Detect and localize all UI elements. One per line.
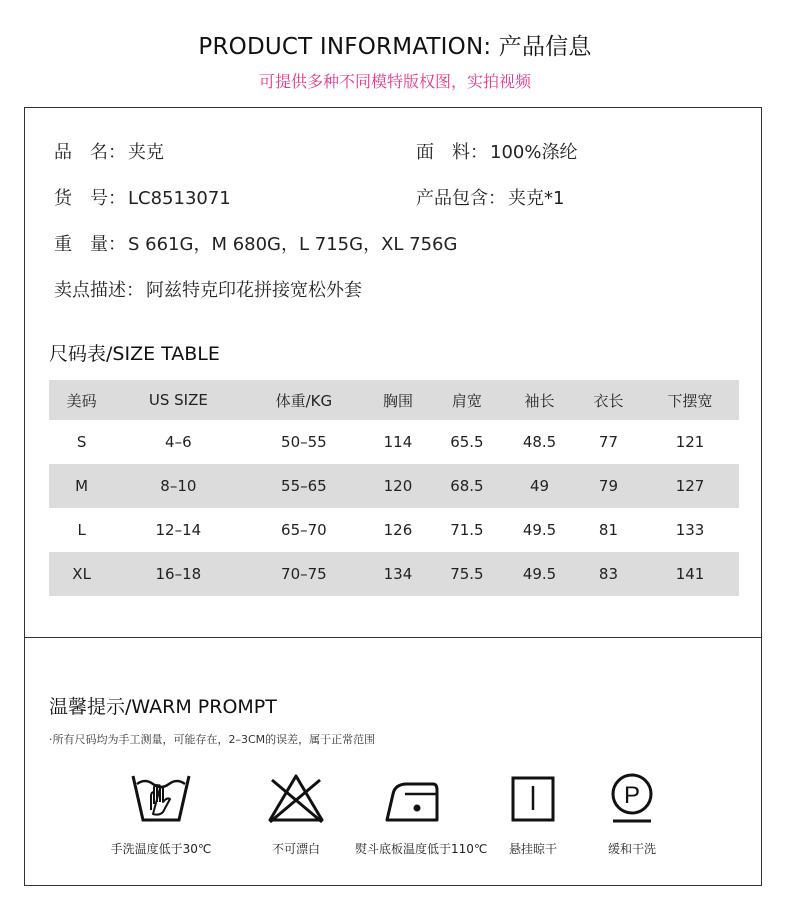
column-header: 体重/KG <box>275 391 333 410</box>
hand-wash-icon <box>129 770 193 826</box>
care-item-hand-wash <box>101 770 221 857</box>
column-header: 衣长 <box>593 391 624 410</box>
table-cell: 114 <box>383 433 413 451</box>
table-cell: 133 <box>675 521 705 539</box>
column-header: 胸围 <box>382 391 413 410</box>
table-row <box>49 508 739 552</box>
table-cell: 49 <box>529 477 550 495</box>
table-cell: 55–65 <box>281 477 327 495</box>
info-includes <box>416 184 564 210</box>
iron-icon <box>383 770 447 826</box>
info-weight-label: 重 量： <box>54 234 126 255</box>
table-cell: 134 <box>383 565 413 583</box>
table-cell: 4–6 <box>165 433 192 451</box>
gentle-dry-clean-icon <box>600 770 664 826</box>
info-name <box>54 138 164 164</box>
table-cell: 77 <box>598 433 618 451</box>
care-label-iron: 熨斗底板温度低于110℃ <box>355 842 488 856</box>
info-weight <box>54 230 457 256</box>
info-description-label: 卖点描述： <box>54 280 144 301</box>
table-cell: 83 <box>598 565 618 583</box>
info-fabric <box>416 138 577 164</box>
info-weight-value: S 661G，M 680G，L 715G，XL 756G <box>128 234 458 255</box>
section-divider <box>24 637 762 638</box>
table-cell: 75.5 <box>450 565 484 583</box>
column-header: 美码 <box>66 391 97 410</box>
info-includes-label: 产品包含： <box>416 188 506 209</box>
care-item-iron <box>355 770 488 857</box>
table-cell: 79 <box>598 477 618 495</box>
column-header: US SIZE <box>148 391 208 409</box>
table-cell: XL <box>72 565 91 583</box>
table-row <box>49 552 739 596</box>
table-cell: 8–10 <box>160 477 197 495</box>
table-cell: 121 <box>675 433 705 451</box>
care-label-hang-dry: 悬挂晾干 <box>508 842 557 856</box>
table-cell: 127 <box>675 477 705 495</box>
info-sku-label: 货 号： <box>54 188 126 209</box>
table-cell: 70–75 <box>281 565 327 583</box>
info-description <box>54 276 362 302</box>
care-label-hand-wash: 手洗温度低于30℃ <box>110 842 212 856</box>
info-fabric-value: 100%涤纶 <box>490 142 578 163</box>
table-cell: 120 <box>383 477 413 495</box>
table-cell: 65.5 <box>450 433 484 451</box>
info-name-value: 夹克 <box>128 142 164 163</box>
column-header: 下摆宽 <box>667 391 713 410</box>
table-cell: 49.5 <box>522 521 557 539</box>
table-cell: 68.5 <box>450 477 484 495</box>
table-cell: 12–14 <box>155 521 202 539</box>
size-table <box>49 380 739 596</box>
care-label-gentle-dry-clean: 缓和干洗 <box>607 842 656 856</box>
measurement-note: ·所有尺码均为手工测量，可能存在，2–3CM的误差，属于正常范围 <box>49 733 376 746</box>
care-item-no-bleach <box>236 770 356 857</box>
size-table-heading: 尺码表/SIZE TABLE <box>49 343 220 365</box>
table-cell: 50–55 <box>281 433 327 451</box>
warm-prompt-heading: 温馨提示/WARM PROMPT <box>49 696 277 718</box>
info-description-value: 阿兹特克印花拼接宽松外套 <box>146 280 362 301</box>
table-row <box>49 420 739 464</box>
table-cell: 141 <box>675 565 705 583</box>
page-subtitle: 可提供多种不同模特版权图，实拍视频 <box>258 72 531 91</box>
table-cell: 48.5 <box>522 433 557 451</box>
table-cell: 65–70 <box>281 521 327 539</box>
info-sku-value: LC8513071 <box>128 188 231 209</box>
size-table-header-row <box>49 380 739 420</box>
page-title: PRODUCT INFORMATION: 产品信息 <box>198 34 592 60</box>
table-cell: 71.5 <box>450 521 484 539</box>
info-includes-value: 夹克*1 <box>508 188 565 209</box>
care-label-no-bleach: 不可漂白 <box>271 842 320 856</box>
table-cell: 49.5 <box>522 565 557 583</box>
column-header: 袖长 <box>524 391 555 410</box>
info-sku <box>54 184 231 210</box>
no-bleach-icon <box>264 770 328 826</box>
care-item-gentle-dry-clean <box>572 770 692 857</box>
table-cell: L <box>77 521 86 539</box>
table-cell: M <box>75 477 89 495</box>
table-cell: S <box>76 433 87 451</box>
table-cell: 16–18 <box>155 565 202 583</box>
svg-text:P: P <box>623 782 641 809</box>
hang-dry-icon <box>501 770 565 826</box>
table-row <box>49 464 739 508</box>
table-cell: 126 <box>383 521 413 539</box>
info-fabric-label: 面 料： <box>416 142 488 163</box>
info-name-label: 品 名： <box>54 142 126 163</box>
table-cell: 81 <box>598 521 618 539</box>
column-header: 肩宽 <box>451 391 482 410</box>
